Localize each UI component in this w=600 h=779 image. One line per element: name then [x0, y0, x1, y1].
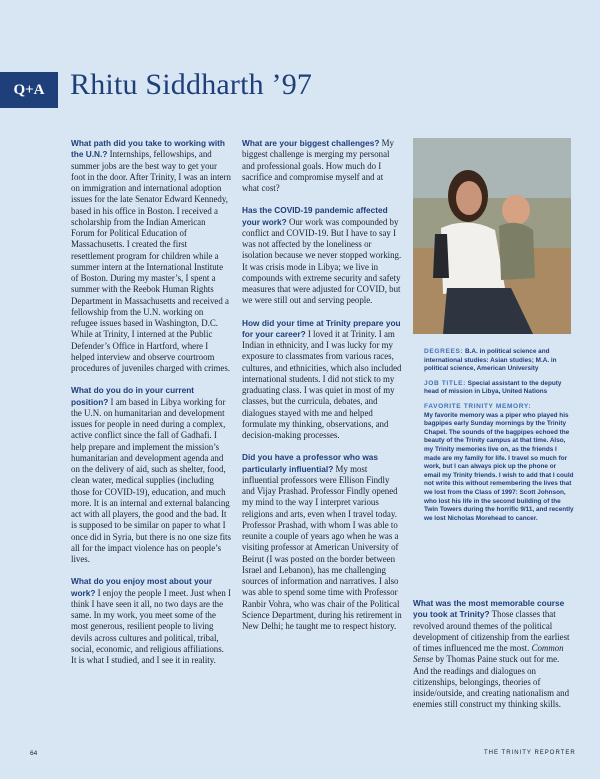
qa-item: [242, 318, 402, 442]
question: How did your time at Trinity prepare you for your career?: [242, 317, 401, 339]
answer: I am based in Libya working for the U.N. on humanitarian and development issues for people in need during a complex, active conflict since the fall of Gadhafi. I help prepare and implement the mission’s humanitarian and development agenda and on the delivery of aid, such as shelter, food, clean water, medical supplies (including those for COVID-19), education, and much more. It is an internal and external balancing act with all players, the good and the bad. It is supposed to be similar on paper to what I once did in Syria, but there is no one size fits all for the impact violence has on people’s lives.: [71, 396, 231, 564]
question: What was the most memorable course you took at Trinity?: [413, 598, 565, 620]
answer: I enjoy the people I meet. Just when I think I have seen it all, no two days are the same. In my work, you meet some of the most generous, resilient people to living devils across cultures and political, tribal, social, economic, and religious affiliations. It is what I studied, and I see it in reality.: [71, 587, 231, 665]
answer: I loved it at Trinity. I am Indian in ethnicity, and I was lucky for my exposure to classmates from various races, cultures, and ethnicities, which also included international students. I did not stick to my graduating class. I was quiet in most of my classes, but the curricula, debates, and dialogues stayed with me and helped formulate my thinking, observations, and decision-making processes.: [242, 328, 402, 440]
qa-item: [242, 138, 402, 194]
job-title-label: JOB TITLE:: [424, 379, 466, 387]
column-3: [413, 598, 571, 711]
qa-item: [71, 138, 231, 374]
qa-badge: Q+A: [0, 72, 58, 108]
qa-item: [71, 385, 231, 565]
column-1: [71, 138, 231, 677]
qa-item: [71, 576, 231, 666]
column-2: [242, 138, 402, 643]
question: Did you have a professor who was particularly influential?: [242, 452, 379, 474]
answer: My biggest challenge is merging my personal and professional goals. How much do I sacrifice and compromise myself and at what cost?: [242, 138, 394, 193]
answer: Those classes that revolved around themes of the political development of citizenship from the earliest of times influenced me the most.: [413, 609, 570, 653]
portrait-photo: [413, 138, 571, 334]
favorite-memory-block: [424, 403, 574, 523]
question: What do you enjoy most about your work?: [71, 576, 213, 598]
answer: Internships, fellowships, and summer jobs are the best way to get your foot in the door. After Trinity, I was an intern on immigration and international adoption issues for the late Senator Edward Kennedy, based in his office in Boston. I received a scholarship from the Indian American Forum for Political Education of Massachusetts. I created the first resettlement program for children while a summer intern at the International Institute of Boston. During my master’s, I spent a summer with the Reebok Human Rights Department in Massachusetts and received a fellowship from the U.N. working on refugee issues based in Washington, D.C. While at Trinity, I interned at the Public Defender’s Office in Hartford, where I helped interview and observe courtroom procedures of juveniles charged with crimes.: [71, 149, 231, 373]
answer-continued: by Thomas Paine stuck out for me. And the readings and dialogues on citizenships, belongings, theories of inside/outside, and creating nationalism and enemies still construct my thinking skills.: [413, 654, 570, 710]
answer: My most influential professors were Ellison Findly and Vijay Prashad. Professor Findly opened my mind to the way I interpret various religions and arts, even when I travel today. Professor Prashad, with whom I was able to reunite a couple of years ago when he was a visiting professor at American University of Beirut (I was posted on the border between Israel and Lebanon), has me challenging sources of information and narratives. I also was able to spend some time with Professor Ranbir Vohra, who was chair of the Political Science Department, during his retirement in New Delhi; he taught me to respect history.: [242, 463, 402, 631]
question: Has the COVID-19 pandemic affected your work?: [242, 205, 388, 227]
answer: Our work was compounded by conflict and COVID-19. But I have to say I was not affected by the loneliness or isolation because we never stopped working. It was crisis mode in Libya; we live in compounds with extreme security and safety measures that were adjusted for COVID, but we were still out and serving people.: [242, 216, 402, 306]
question: What are your biggest challenges?: [242, 138, 380, 148]
qa-item: [242, 205, 402, 306]
degrees-block: [424, 348, 574, 374]
job-title-value: Special assistant to the deputy head of mission in Libya, United Nations: [424, 379, 562, 396]
favorite-memory-value: My favorite memory was a piper who played his bagpipes early Sunday mornings by the Trinity Chapel. The sounds of the bagpipes echoed the beauty of the Trinity campus at that time. Also, my Trinity memories live on, as the friends I made are my family for life. I travel so much for work, but I can always pick up the phone or email my Trinity friends. I wish to add that I could not write this without remembering the lives that we lost from the Class of 1997: Scott Johnson, who lost his life in the second building of the Twin Towers during the horrific 9/11, and recently we lost Nicholas Morehead to cancer.: [424, 411, 574, 522]
question: What do you do in your current position?: [71, 385, 195, 407]
portrait-illustration: [413, 138, 571, 334]
degrees-label: DEGREES:: [424, 348, 464, 355]
qa-item: [413, 598, 571, 711]
book-title: Common Sense: [413, 643, 564, 665]
degrees-value: B.A. in political science and international studies: Asian studies; M.A. in political science, American University: [424, 348, 557, 373]
magazine-name: THE TRINITY REPORTER: [484, 750, 576, 756]
profile-sidebar: [424, 348, 574, 529]
page-title: Rhitu Siddharth ’97: [70, 68, 313, 101]
favorite-memory-label: FAVORITE TRINITY MEMORY:: [424, 402, 532, 410]
question: What path did you take to working with the U.N.?: [71, 138, 225, 160]
qa-item: [242, 452, 402, 632]
job-title-block: [424, 380, 574, 397]
page-number: 64: [30, 750, 38, 757]
